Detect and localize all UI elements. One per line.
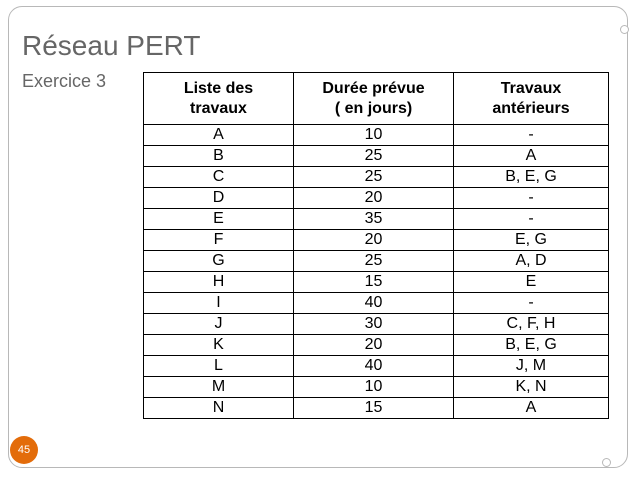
predecessors-cell: B, E, G: [454, 335, 609, 356]
task-cell: A: [144, 125, 294, 146]
header-duration: [294, 73, 454, 125]
table-row: [144, 314, 609, 335]
header-predecessors-line1: Travaux: [500, 79, 562, 97]
slide-title: Réseau PERT: [22, 30, 201, 61]
predecessors-cell: K, N: [454, 377, 609, 398]
task-cell: F: [144, 230, 294, 251]
task-cell: D: [144, 188, 294, 209]
pert-task-table: [143, 72, 609, 419]
header-task-list: [144, 73, 294, 125]
task-cell: I: [144, 293, 294, 314]
page-number-badge: 45: [10, 436, 38, 464]
predecessors-cell: -: [454, 293, 609, 314]
table-row: [144, 293, 609, 314]
table-row: [144, 251, 609, 272]
duration-cell: 30: [294, 314, 454, 335]
header-duration-line1: Durée prévue: [322, 79, 425, 97]
table-row: [144, 398, 609, 419]
table-row: [144, 167, 609, 188]
table-row: [144, 125, 609, 146]
header-task-list-line2: travaux: [190, 99, 247, 117]
table-row: [144, 209, 609, 230]
predecessors-cell: A: [454, 146, 609, 167]
task-cell: G: [144, 251, 294, 272]
header-predecessors-line2: antérieurs: [492, 99, 570, 117]
duration-cell: 15: [294, 272, 454, 293]
task-cell: H: [144, 272, 294, 293]
table-row: [144, 188, 609, 209]
frame-corner-dot: [620, 25, 629, 34]
duration-cell: 10: [294, 125, 454, 146]
duration-cell: 10: [294, 377, 454, 398]
task-cell: L: [144, 356, 294, 377]
duration-cell: 15: [294, 398, 454, 419]
task-cell: K: [144, 335, 294, 356]
table-row: [144, 146, 609, 167]
duration-cell: 35: [294, 209, 454, 230]
predecessors-cell: -: [454, 209, 609, 230]
table-row: [144, 230, 609, 251]
table-row: [144, 356, 609, 377]
duration-cell: 25: [294, 251, 454, 272]
predecessors-cell: -: [454, 188, 609, 209]
task-cell: N: [144, 398, 294, 419]
predecessors-cell: B, E, G: [454, 167, 609, 188]
header-duration-line2: ( en jours): [334, 99, 413, 117]
slide-subtitle: Exercice 3: [22, 71, 107, 91]
duration-cell: 25: [294, 146, 454, 167]
task-cell: E: [144, 209, 294, 230]
header-task-list-line1: Liste des: [183, 79, 254, 97]
predecessors-cell: -: [454, 125, 609, 146]
task-cell: M: [144, 377, 294, 398]
predecessors-cell: A: [454, 398, 609, 419]
duration-cell: 40: [294, 293, 454, 314]
task-cell: J: [144, 314, 294, 335]
predecessors-cell: E: [454, 272, 609, 293]
table-row: [144, 272, 609, 293]
predecessors-cell: C, F, H: [454, 314, 609, 335]
duration-cell: 20: [294, 335, 454, 356]
table-row: [144, 377, 609, 398]
predecessors-cell: A, D: [454, 251, 609, 272]
header-predecessors: [454, 73, 609, 125]
table-row: [144, 335, 609, 356]
duration-cell: 25: [294, 167, 454, 188]
duration-cell: 20: [294, 230, 454, 251]
duration-cell: 20: [294, 188, 454, 209]
task-cell: C: [144, 167, 294, 188]
duration-cell: 40: [294, 356, 454, 377]
frame-corner-dot: [602, 458, 611, 467]
table-header-row: [144, 73, 609, 125]
task-cell: B: [144, 146, 294, 167]
predecessors-cell: J, M: [454, 356, 609, 377]
predecessors-cell: E, G: [454, 230, 609, 251]
